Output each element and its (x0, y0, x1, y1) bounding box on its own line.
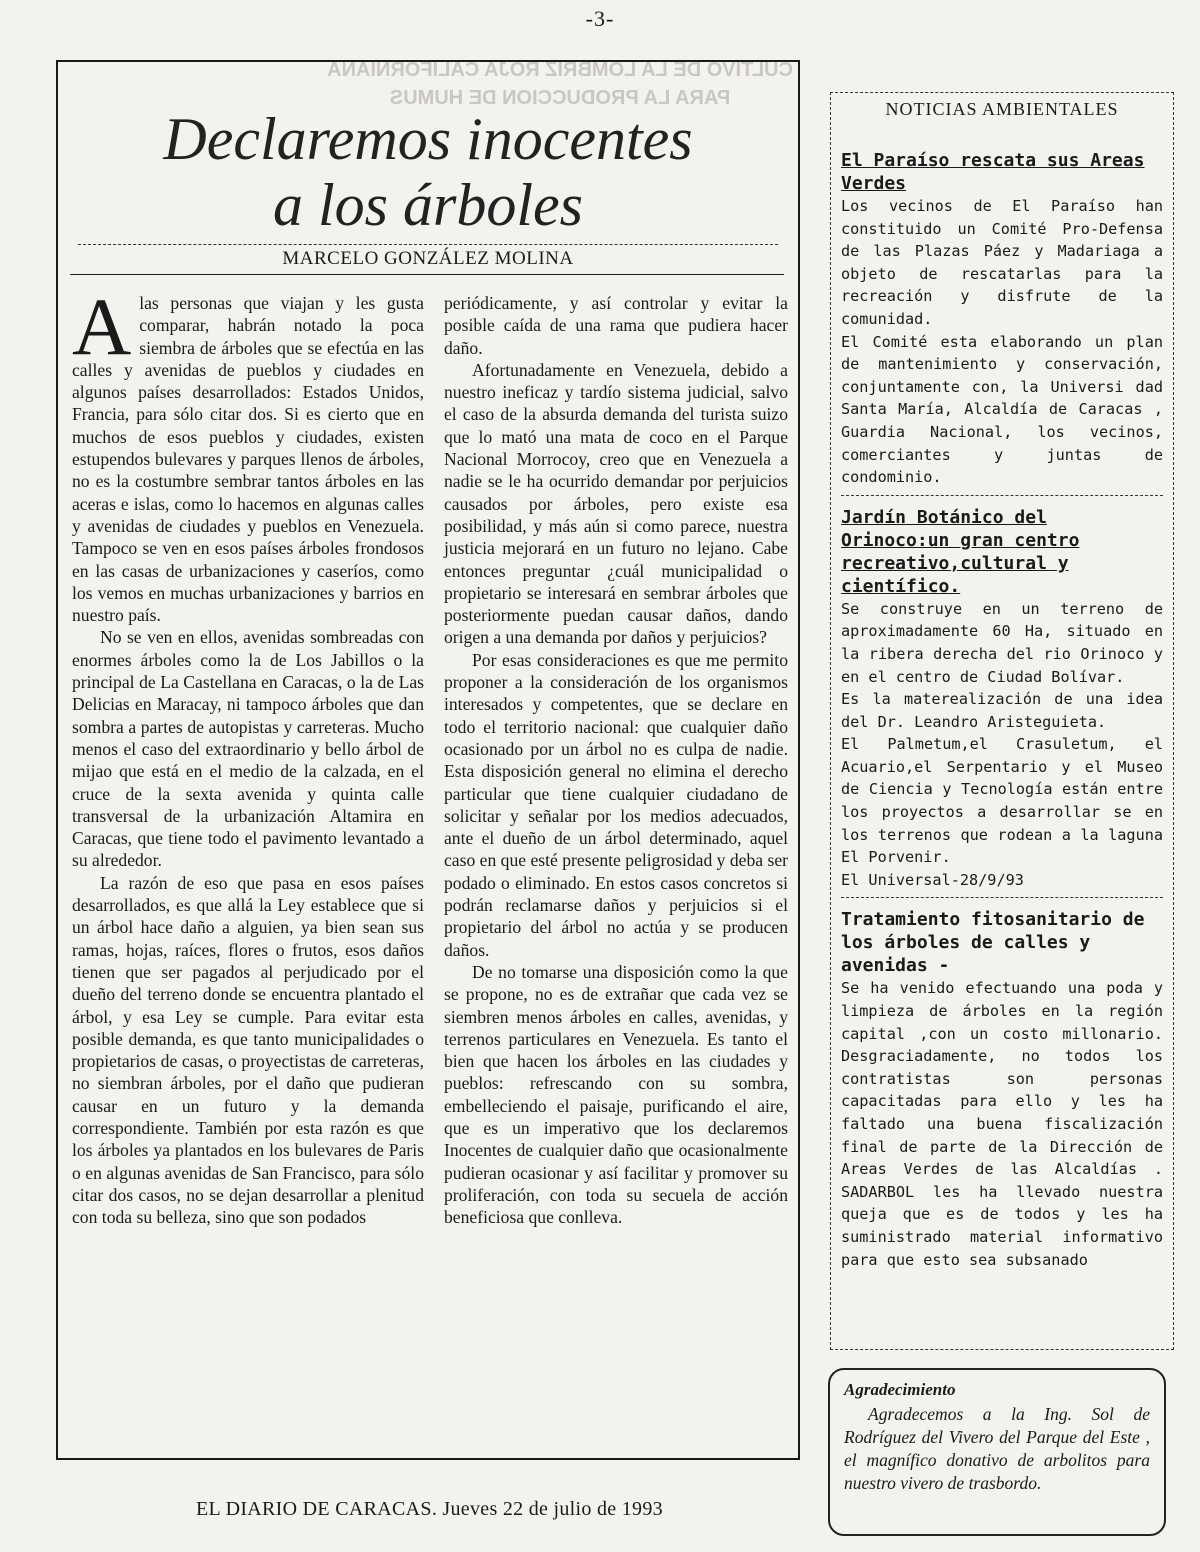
article-paragraph: periódicamente, y así controlar y evitar la posible caída de una rama que pudiera hacer daño. (444, 293, 788, 358)
ghost-line: PARA LA PRODUCCION DE HUMUS (389, 87, 731, 109)
news-item-title: Jardín Botánico del Orinoco:un gran centro recreativo,cultural y científico. (841, 506, 1080, 597)
headline-line-1: Declaremos inocentes (163, 106, 693, 172)
news-header: NOTICIAS AMBIENTALES (885, 99, 1119, 119)
news-item-text: El Comité esta elaborando un plan de mantenimiento y conservación, conjuntamente con, la Universi dad Santa María, Alcaldía de Caracas , Guardia Nacional, los vecinos, comerciantes y juntas de condominio. (841, 332, 1163, 487)
article-headline (58, 106, 798, 238)
news-item-title: El Paraíso rescata sus Areas Verdes (841, 150, 1145, 194)
news-item-text: El Palmetum,el Crasuletum, el Acuario,el Serpentario y el Museo de Ciencia y Tecnología están entre los proyectos a desarrollar se en los terrenos que rodean a la laguna El Porvenir. (841, 735, 1163, 867)
headline-line-2: a los árboles (272, 172, 584, 238)
news-item-text: El Universal-28/9/93 (841, 870, 1024, 889)
news-sidebar (830, 92, 1174, 1350)
article-column-left (72, 281, 424, 1228)
article-paragraph: De no tomarse una disposición como la que se propone, no es de extrañar que cada vez se siembren menos árboles en calles, avenidas, y terrenos particulares en Venezuela. Es tanto el bien que hacen los árboles en las ciudades y pueblos: refrescando con su sombra, embelleciendo el paisaje, purificando el aire, que es un imperativo que los declaremos Inocentes de cualquier daño que ocasionalmente pudieran ocasionar y así facilitar y promover su proliferación, con toda su secuela de acción beneficiosa que conlleva. (444, 961, 788, 1228)
article-column-right (444, 292, 788, 1228)
title-divider (78, 244, 778, 245)
article-box (56, 60, 800, 1460)
publication-footer: EL DIARIO DE CARACAS. Jueves 22 de julio de 1993 (196, 1498, 663, 1520)
ghost-line: CULTIVO DE LA LOMBRIZ ROJA CALIFORNIANA (327, 59, 793, 81)
byline: MARCELO GONZÁLEZ MOLINA (282, 248, 574, 269)
news-divider (841, 897, 1163, 898)
news-item-text: Se construye en un terreno de aproximadamente 60 Ha, situado en la ribera derecha del rio Orinoco y en el centro de Ciudad Bolívar. (841, 599, 1163, 686)
article-paragraph: La razón de eso que pasa en esos países desarrollados, es que allá la Ley establece que si un árbol hace daño a alguien, ya bien sean sus ramas, hojas, raíces, flores o frutos, esos daños tienen que ser pagados al perjudicado por el dueño del terreno donde se encuentra plantado el árbol, y esa Ley se cumple. Para evitar esta posible demanda, es que tanto municipalidades o propietarios de casas, o proyectistas de carreteras, no siembran árboles, por el daño que pudieran causar en un futuro y la demanda correspondiente. También por esta razón es que los árboles ya plantados en los bulevares de Paris o en algunas avenidas de San Francisco, para sólo citar dos casos, no se dejan desarrollar a plenitud con toda su belleza, sino que son podados (72, 872, 424, 1228)
news-item-text: Es la materealización de una idea del Dr. Leandro Aristeguieta. (841, 690, 1163, 731)
news-item-text: Se ha venido efectuando una poda y limpieza de árboles en la región capital ,con un costo millonario. Desgraciadamente, no todos los contratistas son personas capacitadas para ello y les ha faltado una buena fiscalización final de parte de la Dirección de Areas Verdes de las Alcaldías . SADARBOL les ha llevado nuestra queja que es de todos y les ha suministrado material informativo para que esto sea subsanado (841, 979, 1163, 1269)
article-paragraph: No se ven en ellos, avenidas sombreadas con enormes árboles como la de Los Jabillos o la principal de La Castellana en Caracas, o la de Las Delicias en Maracay, ni tampoco árboles que dan sombra a partes de autopistas y carreteras. Mucho menos el caso del extraordinario y bello árbol de mijao que está en el medio de la calzada, en el cruce de la sexta avenida y quinta calle transversal de la urbanización Altamira en Caracas, que tiene todo el pavimento levantado a su alrededor. (72, 627, 424, 871)
article-paragraph (72, 281, 424, 626)
acknowledgement-title: Agradecimiento (844, 1380, 956, 1399)
acknowledgement-box (828, 1368, 1166, 1536)
news-divider (841, 495, 1163, 496)
acknowledgement-text: Agradecemos a la Ing. Sol de Rodríguez del Vivero del Parque del Este , el magnífico donativo de arbolitos para nuestro vivero de trasbordo. (844, 1404, 1150, 1493)
paragraph-text: las personas que viajan y les gusta comparar, habrán notado la poca siembra de árboles que se efectúa en las calles y avenidas de pueblos y ciudades en algunos países desarrollados: Estados Unidos, Francia, para sólo citar dos. Si es cierto que en muchos de esos pueblos y ciudades, existen estupendos bulevares y parques llenos de árboles, no es la costumbre sembrar tantos árboles en las aceras e islas, como lo hacemos en algunas calles y avenidas de ciudades y pueblos en Venezuela. Tampoco se ven en esos países árboles frondosos en las casas de urbanizaciones y caseríos, como los vemos en muchas urbanizaciones y barrios en nuestro país. (72, 293, 424, 626)
page-number: -3- (585, 6, 615, 31)
article-paragraph: Afortunadamente en Venezuela, debido a nuestro ineficaz y tardío sistema judicial, salvo el caso de la absurda demanda del turista suizo que lo mató una mata de coco en el Parque Nacional Morrocoy, creo que en Venezuela a nadie se le ha ocurrido demandar por perjuicios causados por árboles, pero existe esa posibilidad, y más aún si como parece, nuestra justicia mejorará en un futuro no lejano. Cabe entonces preguntar ¿cuál municipalidad o propietario se interesará en sembrar árboles que posteriormente puedan causar daños, dando origen a una demanda por daños y perjuicios? (444, 359, 788, 648)
byline-divider (70, 274, 784, 275)
news-item-title: Tratamiento fitosanitario de los árboles de calles y avenidas - (841, 909, 1145, 977)
article-paragraph: Por esas consideraciones es que me permito proponer a la consideración de los organismos interesados y competentes, que se declare en todo el territorio nacional: que cualquier daño ocasionado por un árbol no es culpa de nadie. Esta disposición general no elimina el derecho particular que tiene cualquier ciudadano de solicitar y señalar por los medios adecuados, ante el dueño de un árbol determinado, aquel caso en que esté presente peligrosidad y deba ser podado o eliminado. En estos casos concretos si podrán reclamarse daños y perjuicios si el propietario del árbol no actúa y se producen daños. (444, 649, 788, 960)
news-item-text: Los vecinos de El Paraíso han constituido un Comité Pro-Defensa de las Plazas Páez y Madariaga a objeto de rescatarlas para la recreación y disfrute de la comunidad. (841, 197, 1163, 328)
drop-cap: A (72, 281, 132, 372)
